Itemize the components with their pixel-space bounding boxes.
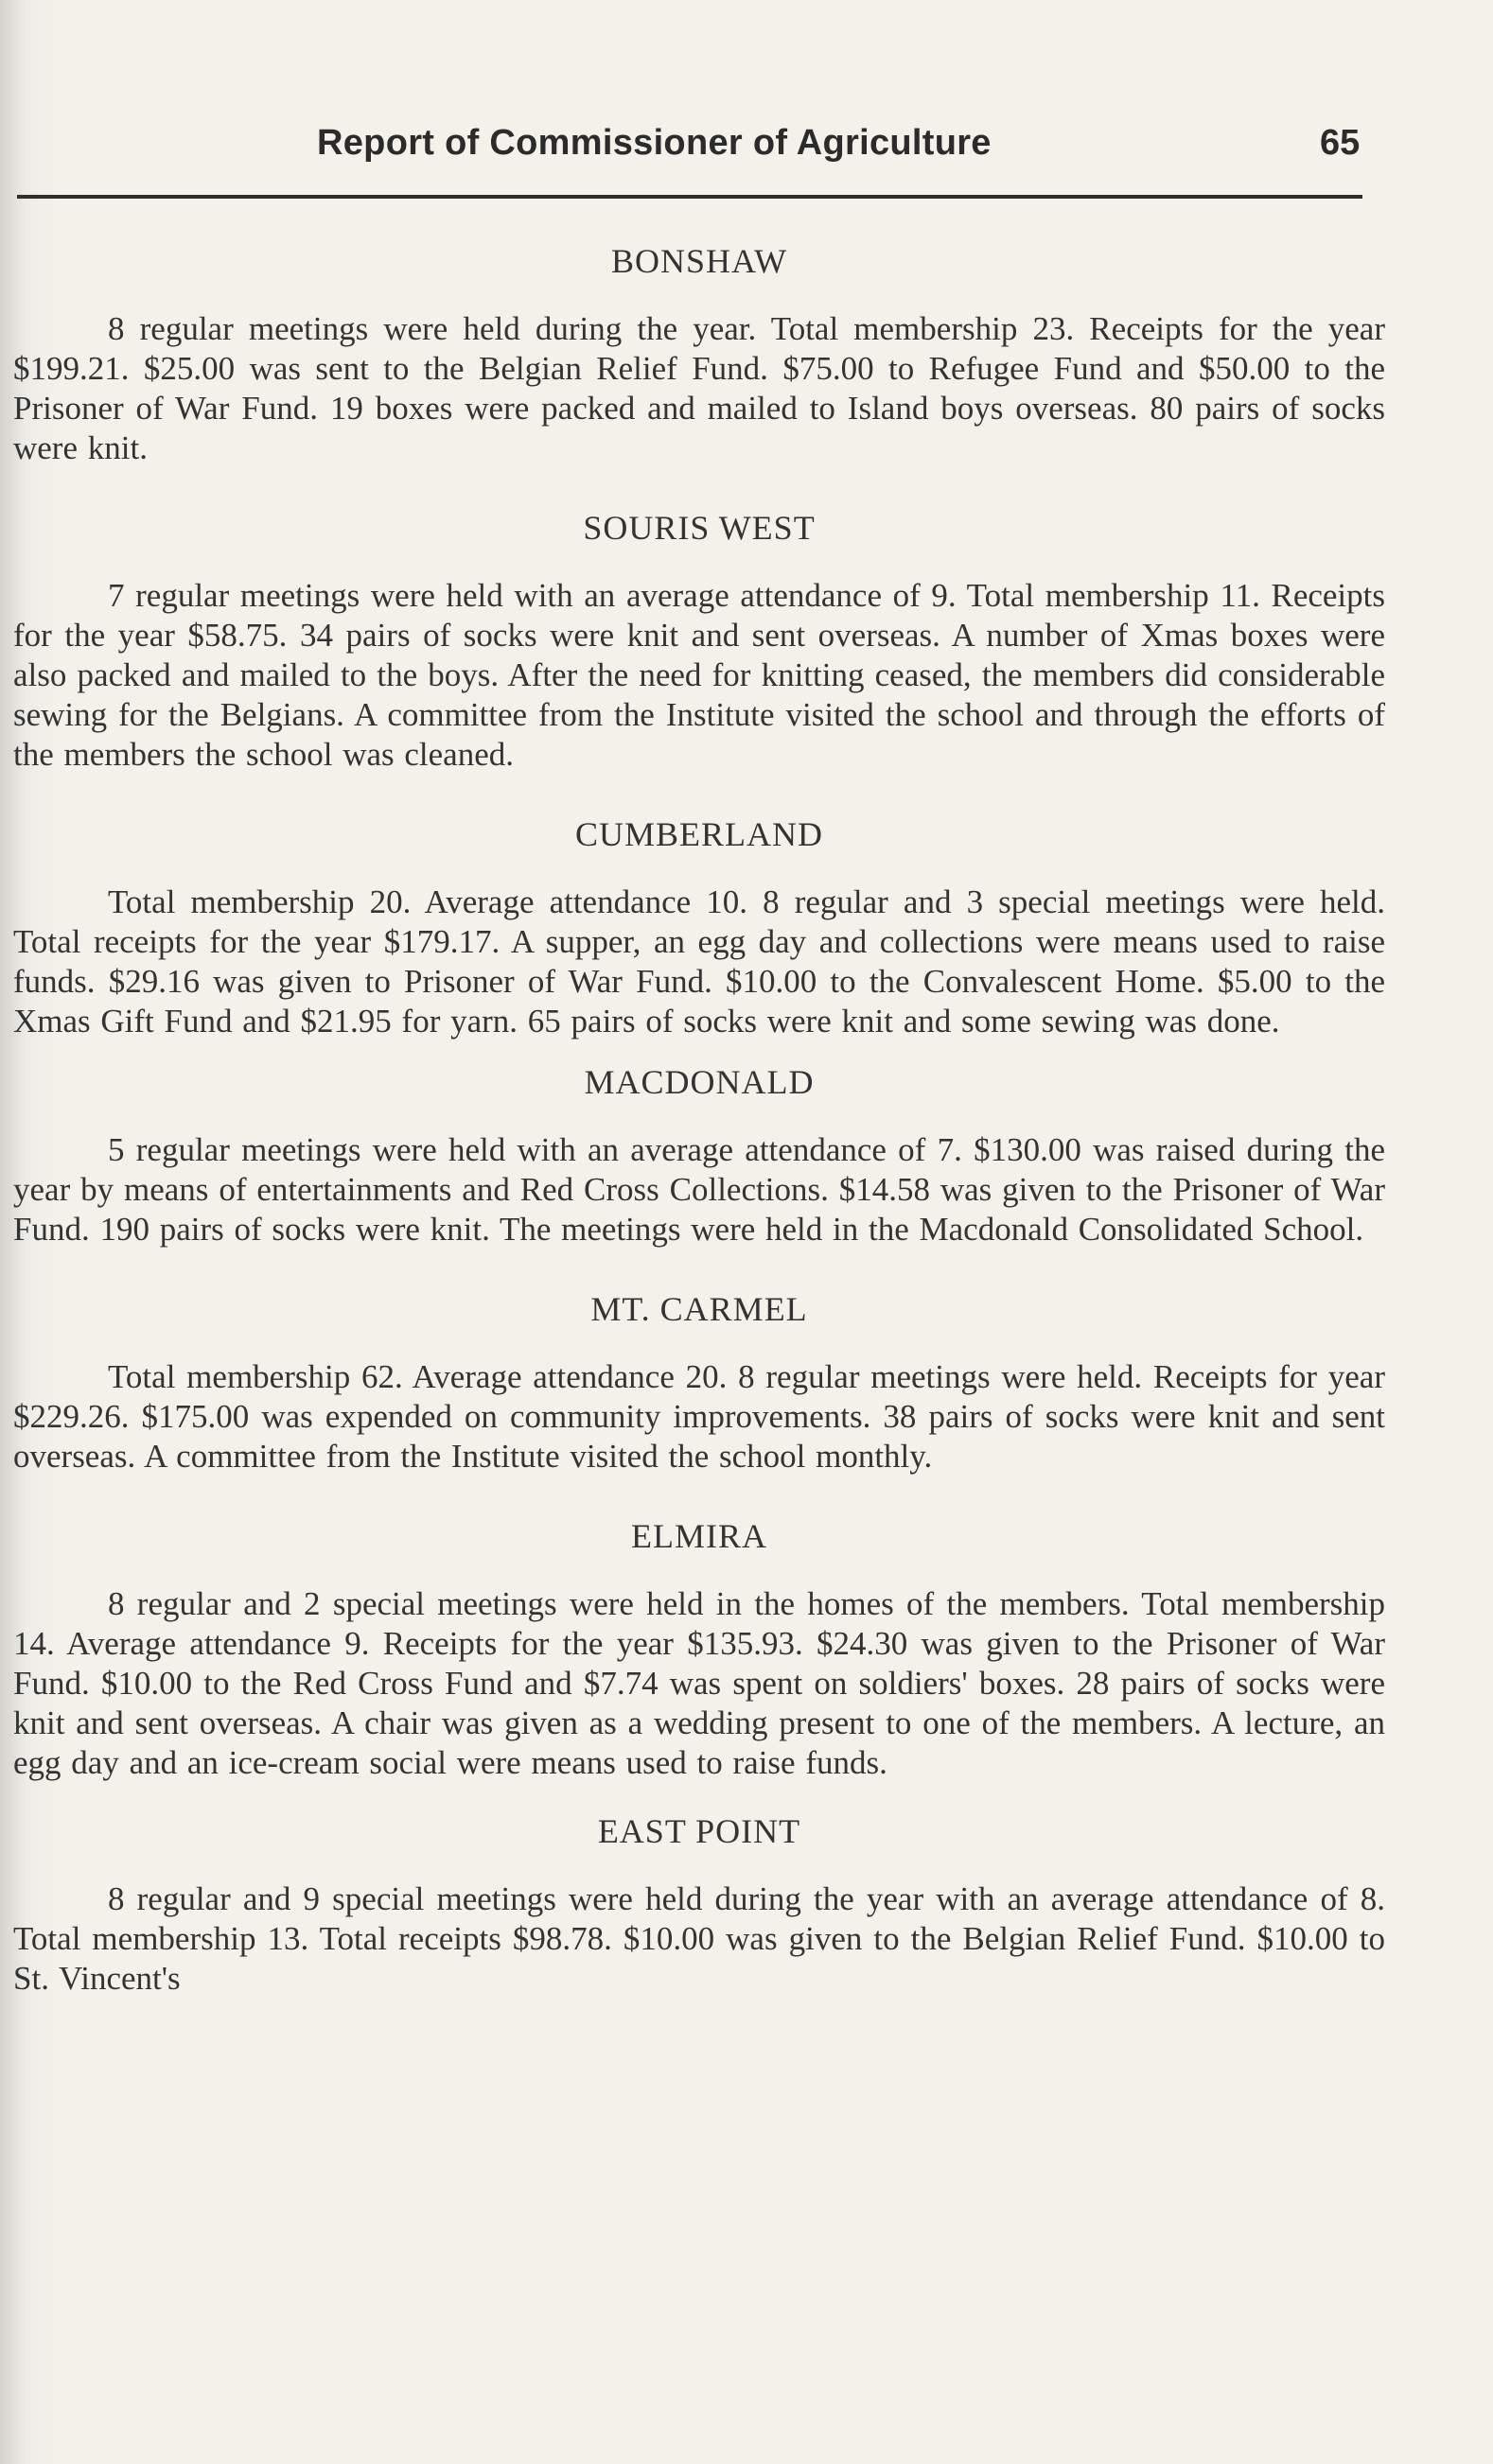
section-mt-carmel [13,1289,1385,1477]
section-heading: SOURIS WEST [583,509,816,547]
section-paragraph: 8 regular and 2 special meetings were held in the homes of the members. Total membership 14. Average attendance 9. Receipts for the year $135.93. $24.30 was given to the Prisoner of War Fund. $10.00 to the Red Cross Fund and $7.74 was spent on soldiers' boxes. 28 pairs of socks were knit and sent overseas. A chair was given as a wedding present to one of the members. A lecture, an egg day and an ice-cream social were means used to raise funds. [13,1585,1385,1781]
section-heading: BONSHAW [610,242,788,280]
page-number: 65 [1320,123,1361,163]
section-paragraph: 8 regular and 9 special meetings were held during the year with an average attendance of 8. Total membership 13. Total receipts $98.78. $10.00 was given to the Belgian Relief Fund. $10.00 to St. Vincent's [13,1880,1385,1997]
section-heading: MACDONALD [584,1063,815,1101]
section-bonshaw [13,241,1385,468]
section-heading: EAST POINT [597,1812,801,1850]
section-paragraph: Total membership 62. Average attendance 20. 8 regular meetings were held. Receipts for year $229.26. $175.00 was expended on community improvements. 38 pairs of socks were knit and sent overseas. A committee from the Institute visited the school monthly. [13,1358,1385,1475]
running-title: Report of Commissioner of Agriculture [317,123,992,163]
report-body [13,241,1385,1999]
section-elmira [13,1516,1385,1783]
section-paragraph: 5 regular meetings were held with an average attendance of 7. $130.00 was raised during the year by means of entertainments and Red Cross Collections. $14.58 was given to the Prisoner of War Fund. 190 pairs of socks were knit. The meetings were held in the Macdonald Consolidated School. [13,1131,1385,1248]
section-paragraph: Total membership 20. Average attendance 10. 8 regular and 3 special meetings were held. Total receipts for the year $179.17. A supper, an egg day and collections were means used to raise funds. $29.16 was given to Prisoner of War Fund. $10.00 to the Convalescent Home. $5.00 to the Xmas Gift Fund and $21.95 for yarn. 65 pairs of socks were knit and some sewing was done. [13,883,1385,1040]
section-heading: CUMBERLAND [574,815,824,853]
section-souris-west [13,508,1385,775]
section-heading: ELMIRA [631,1517,767,1555]
section-east-point [13,1811,1385,1999]
section-paragraph: 8 regular meetings were held during the year. Total membership 23. Receipts for the year $199.21. $25.00 was sent to the Belgian Relief Fund. $75.00 to Refugee Fund and $50.00 to the Prisoner of War Fund. 19 boxes were packed and mailed to Island boys overseas. 80 pairs of socks were knit. [13,310,1385,466]
section-cumberland [13,814,1385,1041]
section-paragraph: 7 regular meetings were held with an average attendance of 9. Total membership 11. Receipts for the year $58.75. 34 pairs of socks were knit and sent overseas. A number of Xmas boxes were also packed and mailed to the boys. After the need for knitting ceased, the members did considerable sewing for the Belgians. A committee from the Institute visited the school and through the efforts of the members the school was cleaned. [13,577,1385,773]
page-header [0,123,1493,180]
header-rule [17,195,1362,199]
section-heading: MT. CARMEL [590,1290,808,1328]
section-macdonald [13,1062,1385,1249]
